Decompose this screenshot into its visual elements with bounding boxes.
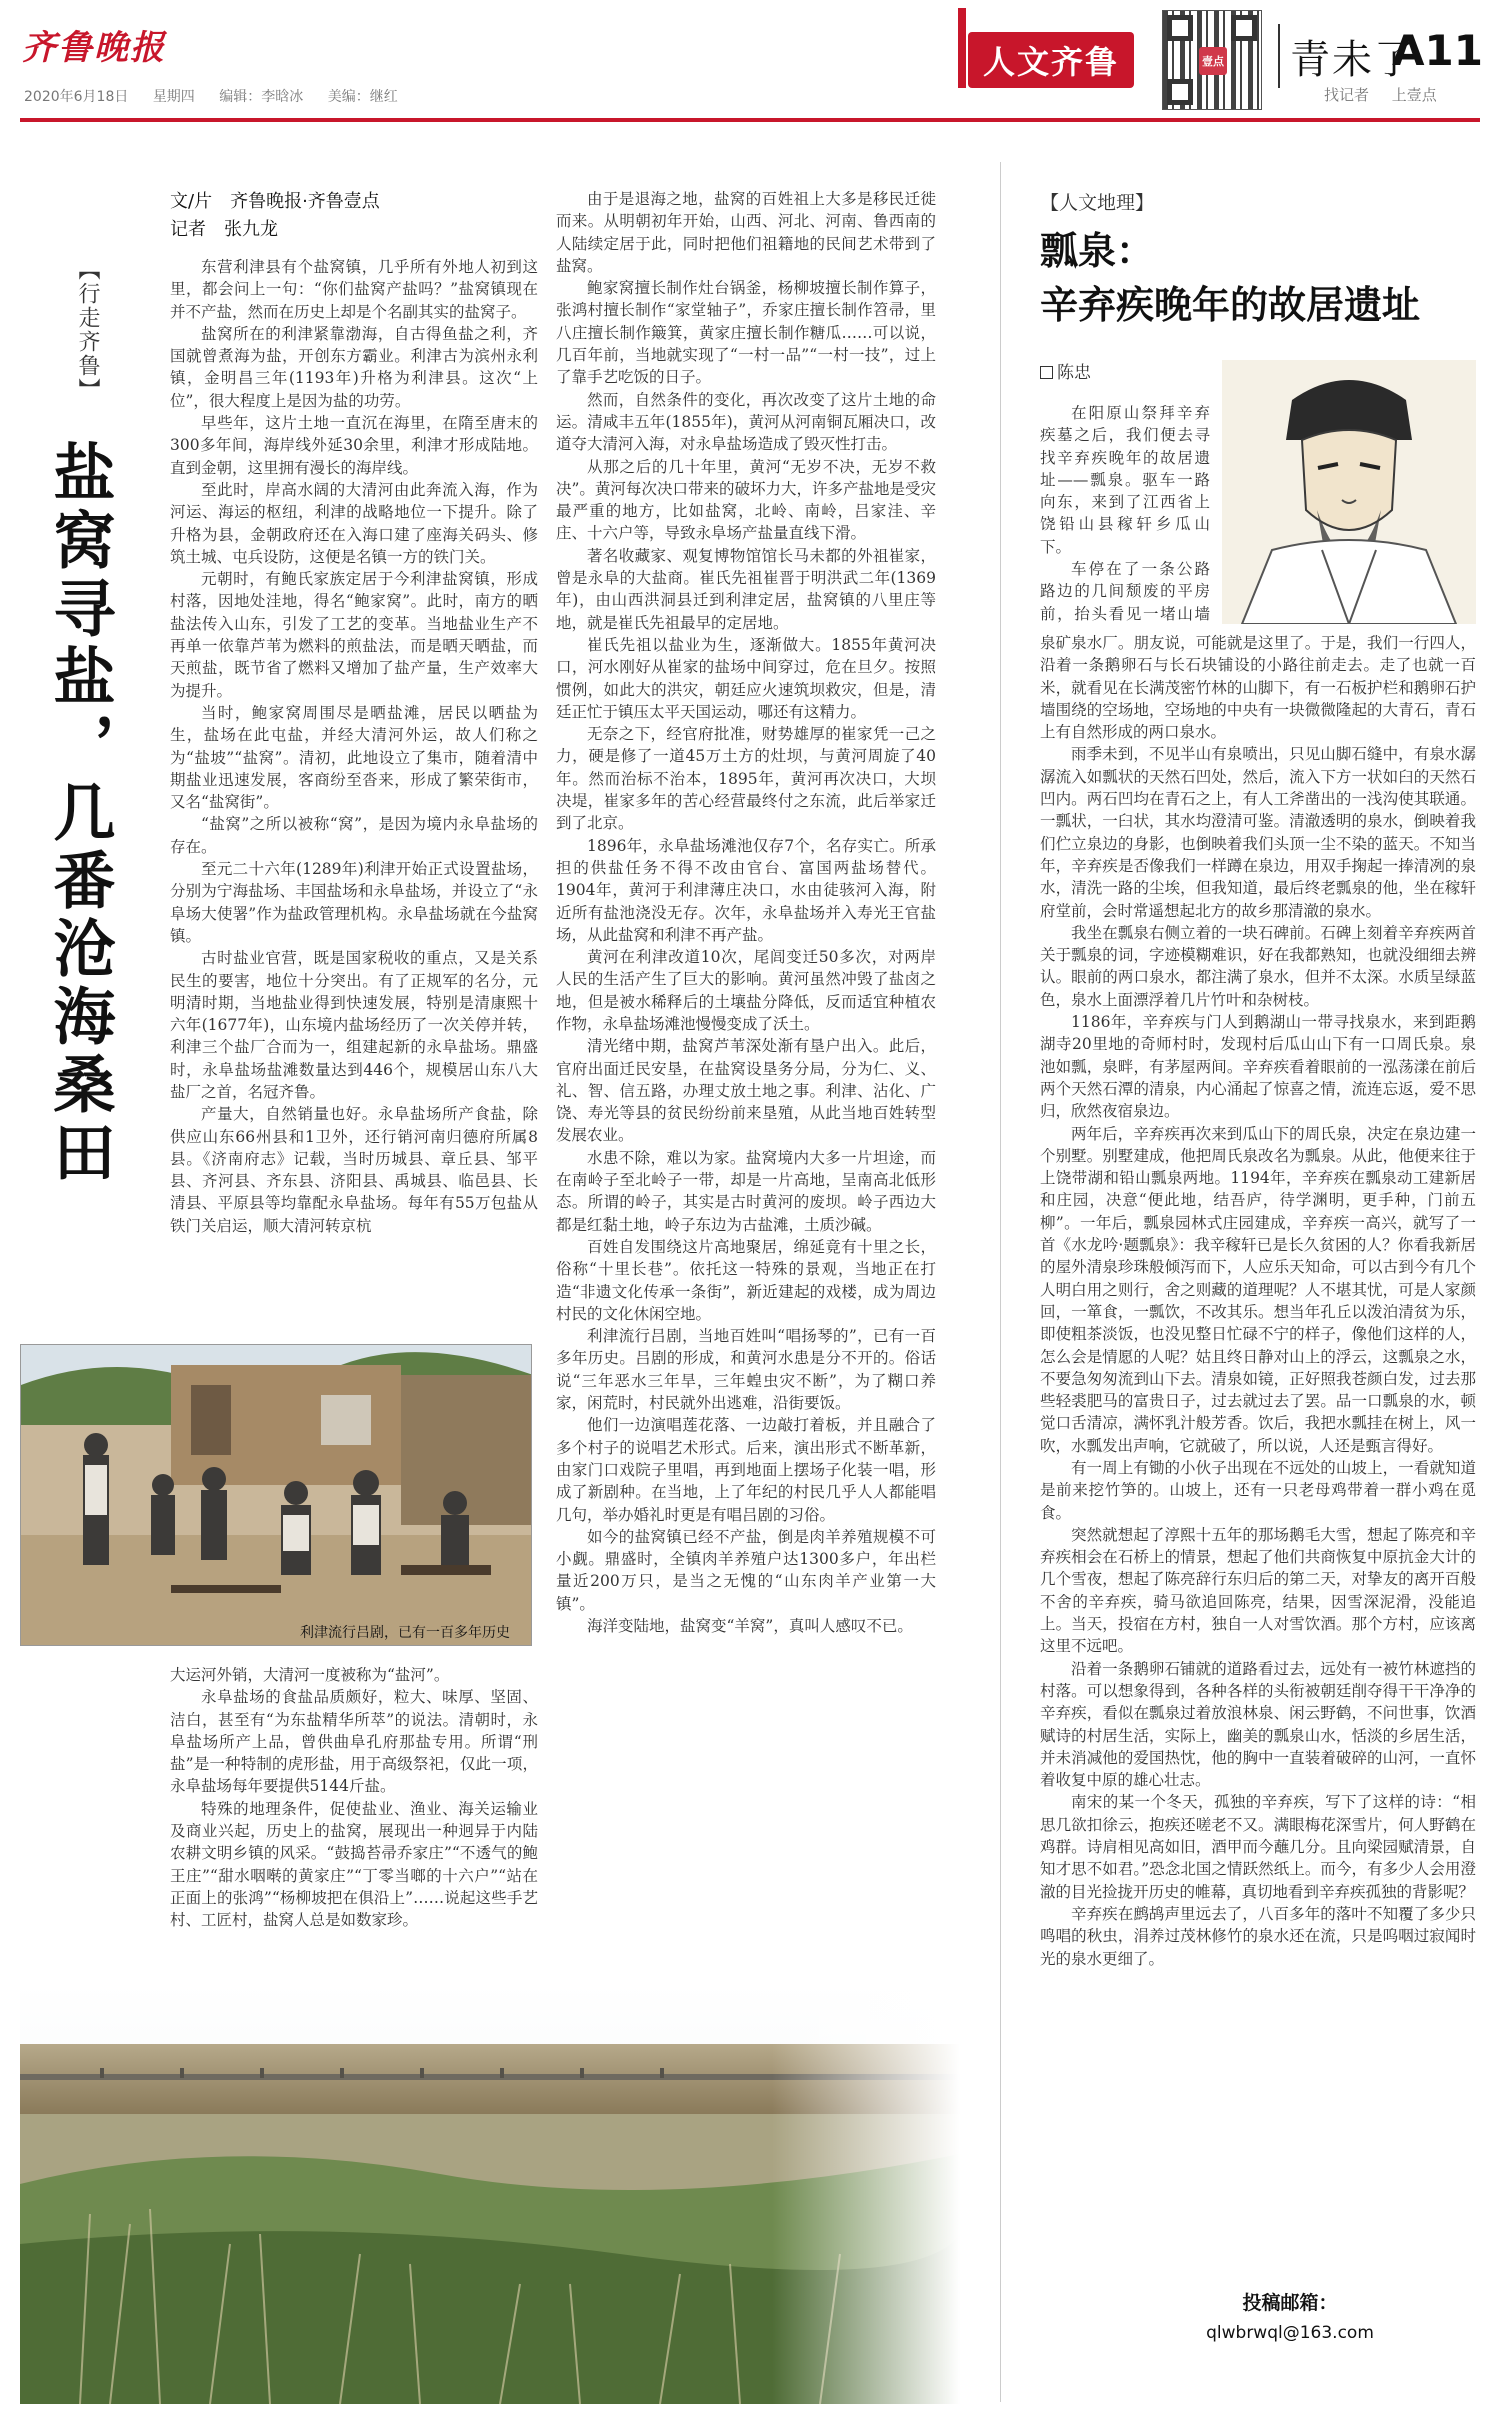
credit-up-yidian: 上壹点 [1391,86,1437,104]
left-article-column-2 [556,188,936,1958]
issue-designer: 美编：继红 [327,89,398,105]
qr-finder-corner [1167,79,1193,105]
paragraph: 两年后，辛弃疾再次来到瓜山下的周氏泉，决定在泉边建一个别墅。别墅建成，他把周氏泉改名为瓢泉。从此，他便来往于上饶带湖和铅山瓢泉两地。1194年，辛弃疾在瓢泉动工建新居和庄园，决意“便此地，结吾庐，待学渊明，更手种，门前五柳”。一年后，瓢泉园林式庄园建成，辛弃疾一高兴，就写了一首《水龙吟·题瓢泉》：我辛稼轩已是长久贫困的人？你看我新居的屋外清泉珍珠般倾泻而下，人应乐天知命，可以古到今有几个人明白用之则行，舍之则藏的道理呢？人不堪其忧，可是人家颜回，一箪食，一瓢饮，不改其乐。想当年孔丘以泼泊清贫为乐，即使粗茶淡饭，也没见整日忙碌不宁的样子，像他们这样的人，怎么会是情愿的人呢？姑且终日静对山上的浮云，这瓢泉之水，不要急匆匆流到山下去。清泉如镜，正好照我苍颜白发，过去那些轻裘肥马的富贵日子，过去就过去了罢。品一口瓢泉的水，顿觉口舌清凉，满怀乳汁般芳香。饮后，我把水瓢挂在树上，风一吹，水瓢发出声响，它就破了，所以说，人还是甄言得好。 [1040,1124,1476,1455]
paragraph: 车停在了一条公路路边的几间颓废的平房前，抬头看见一堵山墙 [1040,560,1210,623]
byline-line-1: 文/片 齐鲁晚报·齐鲁壹点 [170,191,380,212]
masthead-divider [1278,24,1280,88]
left-article-column-1 [170,256,538,1314]
section-tab [958,8,1136,96]
left-article-column-1-continued [170,1664,538,1974]
section-tab-bar [958,8,966,88]
paragraph: 鲍家窝擅长制作灶台锅釜，杨柳坡擅长制作算子，张鸿村擅长制作“家堂轴子”，乔家庄擅长制作笤帚，里八庄擅长制作簸箕，黄家庄擅长制作糖瓜……可以说，几百年前，当地就实现了“一村一品”“一村一技”，过上了靠手艺吃饭的日子。 [556,279,936,387]
paragraph: 永阜盐场的食盐品质颇好，粒大、味厚、坚固、洁白，甚至有“为东盐精华所萃”的说法。清朝时，永阜盐场所产上品，曾供曲阜孔府那盐专用。所谓“刑盐”是一种特制的虎形盐，用于高级祭祀，仅此一项，永阜盐场每年要提供5144斤盐。 [170,1688,538,1796]
xin-qiji-portrait [1222,360,1476,624]
paragraph: 盐窝所在的利津紧靠渤海，自古得鱼盐之利，齐国就曾煮海为盐，开创东方霸业。利津古为滨州永利镇，金明昌三年(1193年)升格为利津县。这次“上位”，很大程度上是因为盐的功劳。 [170,324,538,410]
paragraph: 我坐在瓢泉右侧立着的一块石碑前。石碑上刻着辛弃疾两首关于瓢泉的词，字迹模糊难识，好在我都熟知，也就没细细去辨认。眼前的两口泉水，都注满了泉水，但并不太深。水质呈绿蓝色，泉水上面漂浮着几片竹叶和杂树枝。 [1040,923,1476,1009]
paragraph: 突然就想起了淳熙十五年的那场鹅毛大雪，想起了陈亮和辛弃疾相会在石桥上的情景，想起了他们共商恢复中原抗金大计的几个雪夜，想起了陈亮辞行东归后的第二天，对挚友的离开百般不舍的辛弃疾，骑马欲追回陈亮，结果，因雪深泥滑，没能追上。当天，投宿在方村，独自一人对雪饮酒。那个方村，应该离这里不远吧。 [1040,1525,1476,1656]
left-article-headline: 盐窝寻盐，几番沧海桑田 [43,440,116,1188]
river-landscape-image [20,1984,960,2404]
paragraph: 东营利津县有个盐窝镇，几乎所有外地人初到这里，都会问上一句：“你们盐窝产盐吗？”盐窝镇现在并不产盐，然而在历史上却是个名副其实的盐窝子。 [170,258,538,321]
right-article-body [1040,632,1476,2258]
paragraph: 雨季未到，不见半山有泉喷出，只见山脚石缝中，有泉水潺潺流入如瓢状的天然石凹处，然后，流入下方一状如臼的天然石凹内。两石凹均在青石之上，有人工斧凿出的一浅沟使其联通。一瓢状，一臼状，其水均澄清可鉴。清澈透明的泉水，倒映着我们伫立泉边的身影，也倒映着我们头顶一尘不染的蓝天。不知当年，辛弃疾是否像我们一样蹲在泉边，用双手掬起一捧清冽的泉水，清洗一路的尘埃，但我知道，最后终老瓢泉的他，坐在稼轩府堂前，会时常遥想起北方的故乡那清澈的泉水。 [1040,745,1476,920]
right-article-kicker: 【人文地理】 [1040,192,1155,214]
left-article-byline [170,188,380,244]
paragraph: 利津流行吕剧，当地百姓叫“唱扬琴的”，已有一百多年历史。吕剧的形成，和黄河水患是分不开的。俗话说“三年恶水三年旱，三年蝗虫灾不断”，为了糊口养家，闲荒时，村民就外出逃难，沿街要饭。 [556,1327,936,1413]
photo-caption: 利津流行吕剧，已有一百多年历史 [300,1625,510,1641]
paragraph: 泉矿泉水厂。朋友说，可能就是这里了。于是，我们一行四人，沿着一条鹅卵石与长石块铺设的小路往前走去。走了也就一百米，就看见在长满茂密竹林的山脚下，有一石板护栏和鹅卵石护墙围绕的空场地，空场地的中央有一块微微隆起的大青石，青石上有自然形成的两口泉水。 [1040,634,1476,742]
newspaper-logo: 齐鲁晚报 [22,28,166,68]
paragraph: 海洋变陆地，盐窝变“羊窝”，真叫人感叹不已。 [587,1617,913,1635]
qr-center-label: 壹点 [1199,47,1227,75]
right-article-intro [1040,402,1210,624]
qr-code-icon[interactable] [1162,10,1262,110]
left-article-kicker: 【行走齐鲁】 [75,258,100,402]
byline-line-2: 记者 张九龙 [170,219,278,240]
paragraph: 他们一边演唱莲花落、一边敲打着板，并且融合了多个村子的说唱艺术形式。后来，演出形式不断革新，由家门口戏院子里唱，再到地面上摆场子化装一唱，形成了新剧种。在当地，上了年纪的村民几乎人人都能唱几句，举办婚礼时更是有唱吕剧的习俗。 [556,1416,936,1524]
lu-opera-photo-image [21,1345,532,1646]
right-article-author [1040,358,1091,383]
mailbox-label: 投稿邮箱： [1242,2292,1338,2314]
headline-line-2: 辛弃疾晚年的故居遗址 [1040,283,1421,327]
paragraph: 崔氏先祖以盐业为生，逐渐做大。1855年黄河决口，河水刚好从崔家的盐场中间穿过，危在旦夕。按照惯例，如此大的洪灾，朝廷应火速筑坝救灾，但是，清廷正忙于镇压太平天国运动，哪还有这精力。 [556,635,936,721]
paragraph: 然而，自然条件的变化，再次改变了这片土地的命运。清咸丰五年(1855年)，黄河从河南铜瓦厢决口，改道夺大清河入海，对永阜盐场造成了毁灭性打击。 [556,390,936,454]
river-landscape-photo [20,1984,960,2404]
paragraph: 有一周上有锄的小伙子出现在不远处的山坡上，一看就知道是前来挖竹笋的。山坡上，还有一只老母鸡带着一群小鸡在觅食。 [1040,1458,1476,1522]
paragraph: 产量大，自然销量也好。永阜盐场所产食盐，除供应山东66州县和1卫外，还行销河南归德府所属8县。《济南府志》记载，当时历城县、章丘县、邹平县、齐河县、齐东县、济阳县、禹城县、临邑县、长清县、平原县等均靠配永阜盐场。每年有55万包盐从铁门关启运，顺大清河转京杭 [170,1105,538,1235]
masthead-rule [20,118,1480,122]
paragraph: 元朝时，有鲍氏家族定居于今利津盐窝镇，形成村落，因地处洼地，得名“鲍家窝”。此时，南方的晒盐法传入山东，引发了工艺的变革。当地盐业生产不再单一依靠芦苇为燃料的煎盐法，而是晒天晒盐，而天煎盐，既节省了燃料又增加了盐产量，生产效率大为提升。 [170,570,538,700]
right-article-headline [1040,224,1420,332]
paragraph: 1896年，永阜盐场滩池仅存7个，名存实亡。所承担的供盐任务不得不改由官台、富国两盐场替代。1904年，黄河于利津薄庄决口，水由徒骇河入海，附近所有盐池浇没无存。次年，永阜盐场并入寿光王官盐场，从此盐窝和利津不再产盐。 [556,836,936,944]
paragraph: 著名收藏家、观复博物馆馆长马未都的外祖崔家，曾是永阜的大盐商。崔氏先祖崔晋于明洪武二年(1369年)，由山西洪洞县迁到利津定居，盐窝镇的八里庄等地，就是崔氏先祖最早的定居地。 [556,546,936,632]
paragraph: 1186年，辛弃疾与门人到鹅湖山一带寻找泉水，来到距鹅湖寺20里地的奇师村时，发现村后瓜山山下有一口周氏泉。泉池如瓢，泉畔，有茅屋两间。辛弃疾看着眼前的一泓荡漾在前后两个天然石潭的清泉，内心涌起了惊喜之情，流连忘返，爱不思归，欣然夜宿泉边。 [1040,1013,1476,1121]
submission-mailbox [1190,2288,1390,2343]
paragraph: 当时，鲍家窝周围尽是晒盐滩，居民以晒盐为生，盐场在此屯盐，并经大清河外运，故人们称之为“盐坡”“盐窝”。清初，此地设立了集市，随着清中期盐业迅速发展，客商纷至沓来，形成了繁荣街市，又名“盐窝街”。 [170,703,538,812]
square-bullet-icon [1040,366,1053,379]
page-name: 青未了 [1290,37,1416,83]
mailbox-address[interactable]: qlwbrwql@163.com [1206,2323,1374,2343]
page-credits [1310,84,1437,105]
credit-find-reporter: 找记者 [1324,86,1370,104]
paragraph: 百姓自发围绕这片高地聚居，绵延竟有十里之长，俗称“十里长巷”。依托这一特殊的景观，当地正在打造“非遗文化传承一条街”，新近建起的戏楼，成为周边村民的文化休闲空地。 [556,1237,936,1323]
issue-date: 2020年6月18日 [24,89,129,105]
paragraph: 由于是退海之地，盐窝的百姓祖上大多是移民迁徙而来。从明朝初年开始，山西、河北、河南、鲁西南的人陆续定居于此，同时把他们祖籍地的民间艺术带到了盐窝。 [556,190,936,275]
paragraph: 水患不除，难以为家。盐窝境内大多一片坦途，而在南岭子至北岭子一带，却是一片高地，呈南高北低形态。所谓的岭子，其实是古时黄河的废坝。岭子西边大都是红黏土地，岭子东边为古盐滩，土质沙碱。 [556,1148,936,1234]
paragraph: 南宋的某一个冬天，孤独的辛弃疾，写下了这样的诗：“相思几欲扣徐云，抱疾还嗟老不又。满眼梅花深雪片，何人野鹤在鸡群。诗肩相见高如旧，酒甲而今蘸几分。且向梁园赋清景，自知才思不如君。”恐念北国之情跃然纸上。而今，有多少人会用澄澈的目光捡拢开历史的帷幕，真切地看到辛弃疾孤独的背影呢？ [1040,1793,1476,1901]
paragraph: 无奈之下，经官府批准，财势雄厚的崔家凭一己之力，硬是修了一道45万土方的灶坝，与黄河周旋了40年。然而治标不治本，1895年，黄河再次决口，大坝决堤，崔家多年的苦心经营最终付之东流，此后举家迁到了北京。 [556,725,936,833]
paragraph: 特殊的地理条件，促使盐业、渔业、海关运输业及商业兴起，历史上的盐窝，展现出一种迥异于内陆农耕文明乡镇的风采。“鼓捣苔帚乔家庄”“不透气的鲍王庄”“甜水咽啭的黄家庄”“丁零当啷的十六户”“站在正面上的张鸿”“杨柳坡把在俱沿上”……说起这些手艺村、工匠村，盐窝人总是如数家珍。 [170,1799,538,1930]
paragraph: 至此时，岸高水阔的大清河由此奔流入海，作为河运、海运的枢纽，利津的战略地位一下提升。除了升格为县，金朝政府还在入海口建了座海关码头、修筑土城、屯兵设防，这便是名镇一方的铁门关。 [170,480,538,566]
xin-qiji-portrait-image [1222,360,1476,624]
paragraph: 黄河在利津改道10次，尾闾变迁50多次，对两岸人民的生活产生了巨大的影响。黄河虽然冲毁了盐卤之地，但是被水稀释后的土壤盐分降低，反而适宜种植农作物，永阜盐场滩池慢慢变成了沃土。 [556,948,936,1033]
paragraph: 古时盐业官营，既是国家税收的重点，又是关系民生的要害，地位十分突出。有了正规军的名分，元明清时期，当地盐业得到快速发展，特别是清康熙十六年(1677年)，山东境内盐场经历了一次关停并转，利津三个盐厂合而为一，组建起新的永阜盐场。鼎盛时，永阜盐场盐滩数量达到446个，规模居山东八大盐厂之首，名冠齐鲁。 [170,949,538,1101]
paragraph: 沿着一条鹅卵石铺就的道路看过去，远处有一被竹林遮挡的村落。可以想象得到，各种各样的头衔被朝廷削夺得干干净净的辛弃疾，看似在瓢泉过着放浪林泉、闲云野鹤，不问世事，饮酒赋诗的村居生活，实际上，幽美的瓢泉山水，恬淡的乡居生活，并未消减他的爱国热忱，他的胸中一直装着破碎的山河，一直怀着收复中原的雄心壮志。 [1040,1659,1476,1790]
paragraph: 大运河外销，大清河一度被称为“盐河”。 [170,1666,450,1684]
paragraph: 辛弃疾在鹧鸪声里远去了，八百多年的落叶不知覆了多少只鸣唱的秋虫，涓养过茂林修竹的泉水还在流，只是呜咽过寂闻时光的泉水更细了。 [1040,1904,1476,1968]
section-tab-label: 人文齐鲁 [968,32,1134,88]
issue-editor: 编辑：李晗冰 [219,89,304,105]
lu-opera-photo [20,1344,532,1646]
issue-weekday: 星期四 [152,89,195,105]
headline-line-1: 瓢泉： [1040,229,1155,273]
paragraph: “盐窝”之所以被称“窝”，是因为境内永阜盐场的存在。 [170,815,538,856]
issue-info [24,86,412,106]
paragraph: 如今的盐窝镇已经不产盐，倒是肉羊养殖规模不可小觑。鼎盛时，全镇肉羊养殖户达1300多户，年出栏量近200万只，是当之无愧的“山东肉羊产业第一大镇”。 [556,1527,936,1613]
author-name: 陈忠 [1057,363,1091,383]
column-divider [1000,162,1001,2402]
page-number: A11 [1392,26,1483,75]
paragraph: 从那之后的几十年里，黄河“无岁不决，无岁不救决”。黄河每次决口带来的破坏力大，许多产盐地是受灾最严重的地方，比如盐窝，北岭、南岭，吕家洼、辛庄、十六户等，导致永阜场产盐量直线下滑。 [556,457,936,543]
paragraph: 在阳原山祭拜辛弃疾墓之后，我们便去寻找辛弃疾晚年的故居遗址——瓢泉。驱车一路向东，来到了江西省上饶铅山县稼轩乡瓜山下。 [1040,404,1210,556]
paragraph: 至元二十六年(1289年)利津开始正式设置盐场，分别为宁海盐场、丰国盐场和永阜盐场，并设立了“永阜场大使署”作为盐政管理机构。永阜盐场就在今盐窝镇。 [170,860,538,945]
paragraph: 早些年，这片土地一直沉在海里，在隋至唐末的300多年间，海岸线外延30余里，利津才形成陆地。直到金朝，这里拥有漫长的海岸线。 [170,414,538,477]
paragraph: 清光绪中期，盐窝芦苇深处渐有垦户出入。此后，官府出面迁民安垦，在盐窝设垦务分局，分为仁、义、礼、智、信五路，办理丈放土地之事。利津、沾化、广饶、寿光等县的贫民纷纷前来垦殖，从此当地百姓转型发展农业。 [556,1037,936,1145]
